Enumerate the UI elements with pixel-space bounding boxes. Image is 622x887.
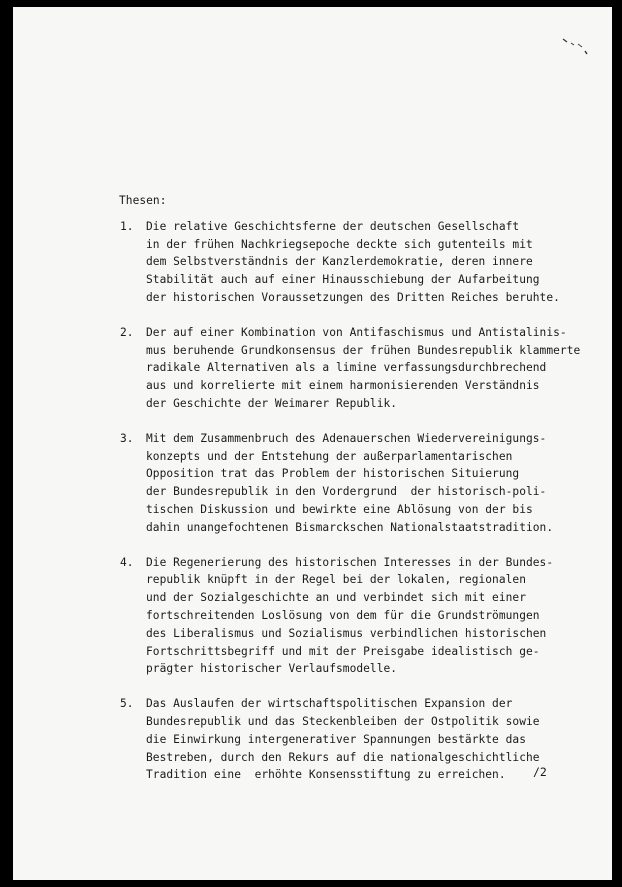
thesis-number: 3. [120,431,134,445]
thesis-line: der historischen Voraussetzungen des Dritten Reiches beruhte. [146,290,560,304]
page-reference: /2 [533,765,547,779]
thesis-line: republik knüpft in der Regel bei der lokalen, regionalen [146,573,526,587]
thesis-line: dem Selbstverständnis der Kanzlerdemokratie, deren innere [146,255,533,269]
thesis-number: 5. [120,697,134,711]
thesis-line: mus beruhende Grundkonsensus der frühen Bundesrepublik klammerte [146,343,581,357]
thesis-line: Bundesrepublik und das Steckenbleiben der Ostpolitik sowie [146,714,540,728]
thesis-line: konzepts und der Entstehung der außerparlamentarischen [146,449,513,463]
scan-border-right [612,0,622,887]
thesis-line: fortschreitenden Loslösung von dem für die Grundströmungen [146,608,540,622]
thesis-line: radikale Alternativen als a limine verfassungsdurchbrechend [146,361,547,375]
thesis-line: prägter historischer Verlaufsmodelle. [146,662,398,676]
thesis-line: dahin unangefochtenen Bismarckschen Nationalstaatstradition. [146,520,554,534]
thesis-line: und der Sozialgeschichte an und verbindet sich mit einer [146,591,526,605]
thesis-line: Die Regenerierung des historischen Interesses in der Bundes- [146,555,554,569]
thesis-5 [118,695,588,784]
thesis-4 [118,554,588,679]
thesis-2 [118,324,588,413]
thesis-line: der Geschichte der Weimarer Republik. [146,396,398,410]
thesis-line: Tradition eine erhöhte Konsensstiftung zu erreichen. [146,768,506,782]
thesis-3 [118,430,588,537]
thesis-line: Das Auslaufen der wirtschaftspolitischen Expansion der [146,697,513,711]
heading: Thesen: [119,194,167,207]
thesis-number: 2. [120,325,134,339]
thesis-line: der Bundesrepublik in den Vordergrund der historisch-poli- [146,485,547,499]
thesis-line: die Einwirkung intergenerativer Spannungen bestärkte das [146,732,526,746]
thesis-line: des Liberalismus und Sozialismus verbindlichen historischen [146,626,547,640]
thesis-line: Bestreben, durch den Rekurs auf die nationalgeschichtliche [146,750,540,764]
thesis-number: 1. [120,219,134,233]
thesis-line: in der frühen Nachkriegsepoche deckte sich gutenteils mit [146,237,533,251]
thesis-line: Fortschrittsbegriff und mit der Preisgabe idealistisch ge- [146,644,540,658]
thesis-line: tischen Diskussion und bewirkte eine Ablösung von der bis [146,502,533,516]
thesis-line: Opposition trat das Problem der historischen Situierung [146,467,520,481]
thesis-line: Die relative Geschichtsferne der deutschen Gesellschaft [146,219,520,233]
thesis-line: aus und korrelierte mit einem harmonisierenden Verständnis [146,379,540,393]
thesis-1 [118,218,588,307]
thesis-line: Mit dem Zusammenbruch des Adenauerschen Wiedervereinigungs- [146,431,547,445]
thesis-line: Der auf einer Kombination von Antifaschismus und Antistalinis- [146,325,567,339]
thesis-number: 4. [120,555,134,569]
thesis-line: Stabilität auch auf einer Hinausschiebung der Aufarbeitung [146,273,540,287]
theses-document [118,192,588,801]
scan-specks [558,35,598,65]
